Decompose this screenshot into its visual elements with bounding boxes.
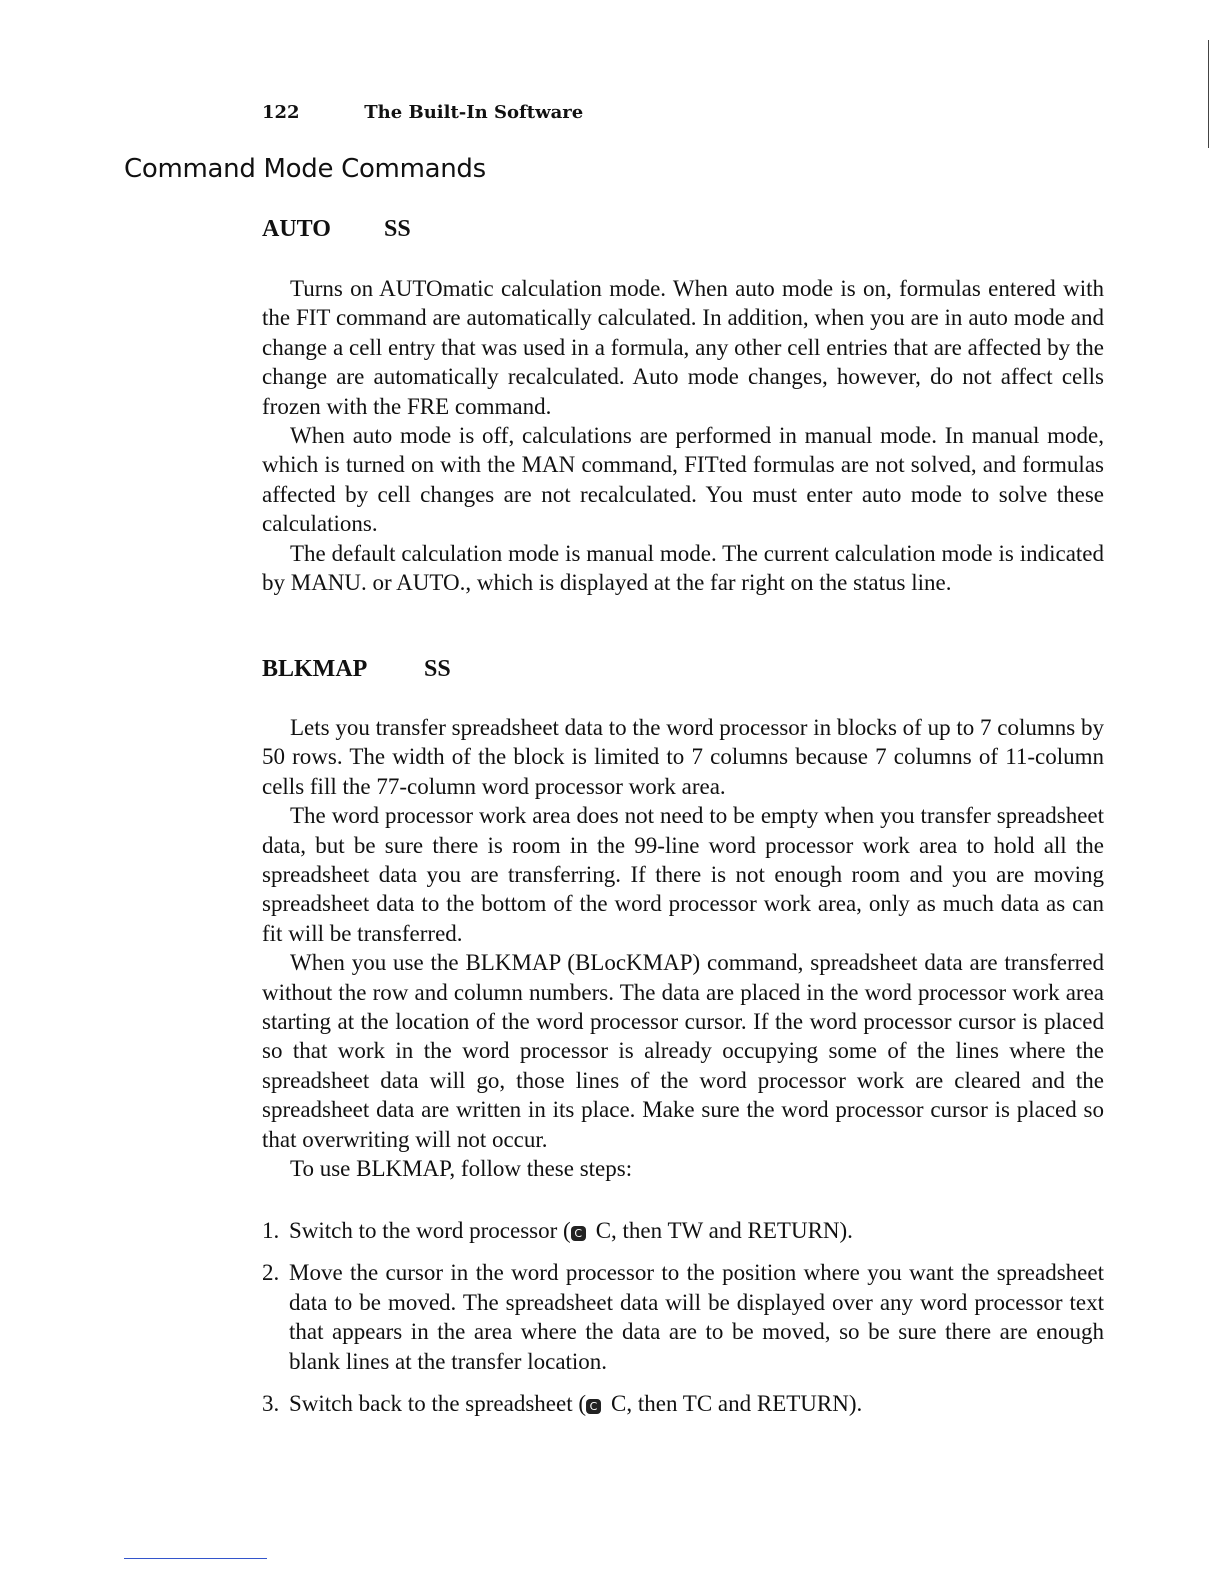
- command-heading-auto: [262, 216, 411, 243]
- step-text-after: C, then TC and RETURN).: [611, 1391, 863, 1417]
- step-text: Switch back to the spreadsheet (: [289, 1391, 586, 1417]
- step-number: 3.: [262, 1391, 280, 1417]
- command-name: AUTO: [262, 216, 331, 242]
- page-edge-mark: [1208, 40, 1209, 148]
- command-name: BLKMAP: [262, 656, 368, 682]
- step-text-after: C, then TW and RETURN).: [595, 1218, 853, 1243]
- paragraph: When you use the BLKMAP (BLocKMAP) command, spreadsheet data are transferred without the row and column numbers. The data are placed in the word processor work area starting at the location of the word processor cursor. If the word processor cursor is placed so that work in the word processor is already occupying some of the lines where the spreadsheet data will go, those lines of the word processor work are cleared and the spreadsheet data are written in its place. Make sure the word processor cursor is placed so that overwriting will not occur.: [262, 950, 1104, 1152]
- footnote-rule: [124, 1558, 267, 1559]
- commodore-key-icon: C: [571, 1226, 586, 1241]
- list-item: [262, 1258, 1104, 1376]
- page-number: 122: [262, 102, 300, 123]
- steps-list: [262, 1216, 1104, 1431]
- commodore-key-icon: C: [586, 1399, 601, 1414]
- paragraph: The word processor work area does not need to be empty when you transfer spreadsheet data, but be sure there is room in the 99-line word processor work area to hold all the spreadsheet data you are transferring. If there is not enough room and you are moving spreadsheet data to the bottom of the word processor work area, only as much data as can fit will be transferred.: [262, 803, 1104, 946]
- step-text: Move the cursor in the word processor to the position where you want the spreadsheet data to be moved. The spreadsheet data will be displayed over any word processor text that appears in the area where the data are to be moved, so be sure there are enough blank lines at the transfer location.: [289, 1260, 1104, 1374]
- command-heading-blkmap: [262, 656, 451, 683]
- running-title: The Built-In Software: [364, 102, 584, 123]
- paragraph: Lets you transfer spreadsheet data to the word processor in blocks of up to 7 columns by 50 rows. The width of the block is limited to 7 columns because 7 columns of 11-column cells fill the 77-column word processor work area.: [262, 715, 1104, 799]
- auto-description: [262, 274, 1104, 597]
- step-number: 2.: [262, 1260, 280, 1286]
- list-item: [262, 1389, 1104, 1418]
- command-tag: SS: [424, 656, 451, 682]
- section-title: Command Mode Commands: [124, 154, 486, 184]
- running-header: [262, 102, 583, 123]
- paragraph: To use BLKMAP, follow these steps:: [290, 1156, 633, 1182]
- step-number: 1.: [262, 1218, 280, 1243]
- paragraph: Turns on AUTOmatic calculation mode. When auto mode is on, formulas entered with the FIT command are automatically calculated. In addition, when you are in auto mode and change a cell entry that was used in a formula, any other cell entries that are affected by the change are automatically recalculated. Auto mode changes, however, do not affect cells frozen with the FRE command.: [262, 276, 1104, 419]
- paragraph: The default calculation mode is manual mode. The current calculation mode is indicated by MANU. or AUTO., which is displayed at the far right on the status line.: [262, 540, 1104, 596]
- step-text: Switch to the word processor (: [289, 1218, 571, 1243]
- list-item: [262, 1216, 1104, 1245]
- blkmap-description: [262, 713, 1104, 1184]
- paragraph: When auto mode is off, calculations are performed in manual mode. In manual mode, which is turned on with the MAN command, FITted formulas are not solved, and formulas affected by cell changes are not recalculated. You must enter auto mode to solve these calculations.: [262, 423, 1104, 537]
- command-tag: SS: [384, 216, 411, 242]
